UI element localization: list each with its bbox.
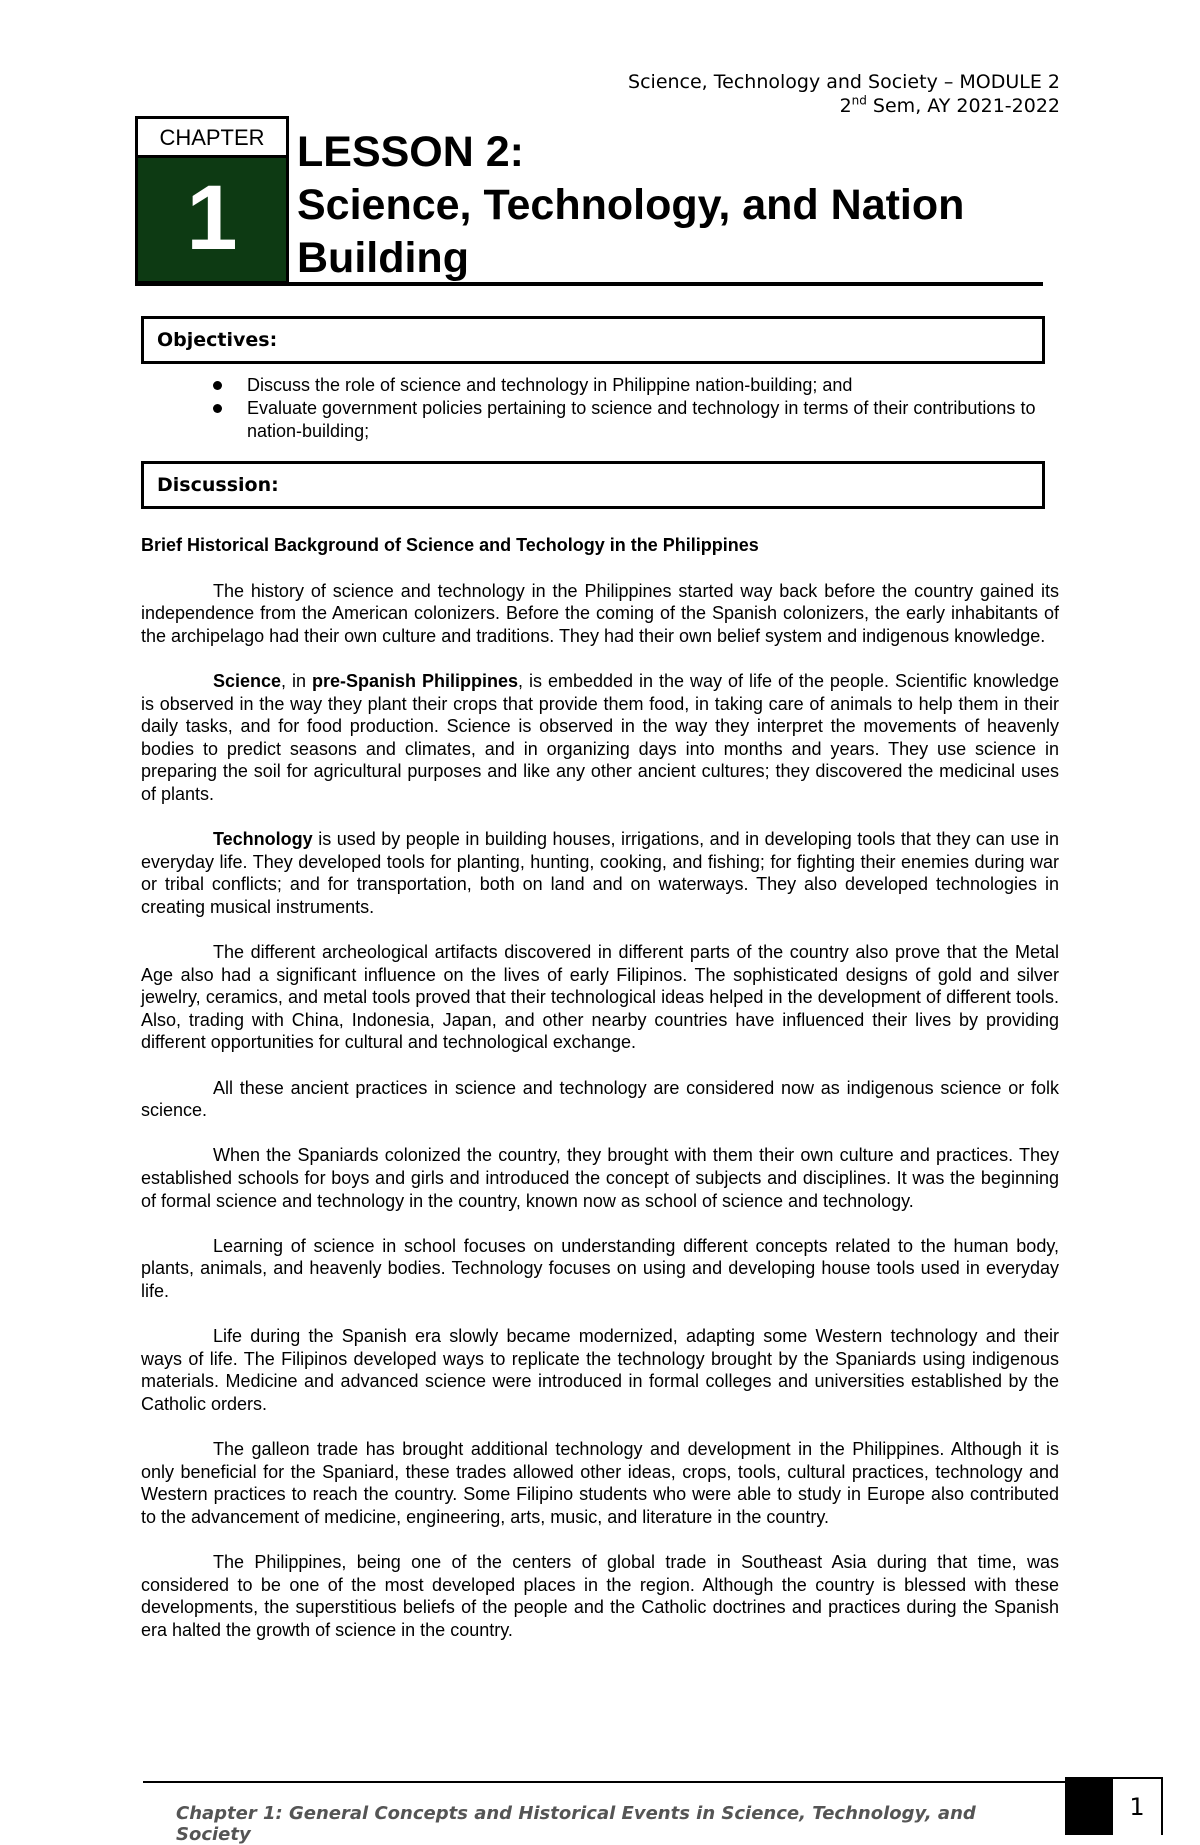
objective-item: Evaluate government policies pertaining to science and technology in terms of their contributions to nation-building; <box>213 397 1053 443</box>
lesson-number: LESSON 2: <box>297 128 524 176</box>
term-pre-spanish: pre-Spanish Philippines <box>312 670 519 691</box>
lesson-title <box>297 126 1037 285</box>
objective-item: Discuss the role of science and technology in Philippine nation-building; and <box>213 374 1053 397</box>
semester-suffix: nd <box>851 93 867 108</box>
paragraph: The history of science and technology in the Philippines started way back before the country gained its independence from the American colonizers. Before the coming of the Spanish colonizers, the early inhabitants of the archipelago had their own culture and traditions. They had their own belief system and indigenous knowledge. <box>141 580 1059 646</box>
chapter-label: CHAPTER <box>138 119 286 158</box>
semester-rest: Sem, AY 2021-2022 <box>866 95 1060 117</box>
paragraph-text: is used by people in building houses, irrigations, and in developing tools that they can use in everyday life. They developed tools for planting, hunting, cooking, and fishing; for fighting their enemies during war or tribal conflicts; and for transportation, both on land and on waterways. They also developed technologies in creating musical instruments. <box>141 829 1059 917</box>
discussion-content <box>141 534 1059 1664</box>
paragraph-text: , in <box>281 670 313 691</box>
page-number-box <box>1065 1777 1163 1835</box>
lesson-name: Science, Technology, and Nation Building <box>297 181 965 282</box>
paragraph: All these ancient practices in science and technology are considered now as indigenous science or folk science. <box>141 1077 1059 1121</box>
chapter-number: 1 <box>186 167 238 269</box>
discussion-heading-box <box>141 461 1045 509</box>
semester-number: 2 <box>839 95 852 117</box>
paragraph: The galleon trade has brought additional technology and development in the Philippines. Although it is only beneficial for the Spaniard, these trades allowed other ideas, crops, tools, cultural practices, technology and Western practices to reach the country. Some Filipino students who were able to study in Europe also contributed to the advancement of medicine, engineering, arts, music, and literature in the country. <box>141 1439 1059 1527</box>
page-number: 1 <box>1113 1779 1161 1835</box>
document-header <box>628 70 1060 118</box>
footer-divider <box>143 1781 1065 1783</box>
paragraph: Learning of science in school focuses on understanding different concepts related to the human body, plants, animals, and heavenly bodies. Technology focuses on using and developing house tools used in everyday life. <box>141 1235 1059 1301</box>
paragraph: The Philippines, being one of the centers of global trade in Southeast Asia during that time, was considered to be one of the most developed places in the region. Although the country is blessed with these developments, the superstitious beliefs of the people and the Catholic doctrines and practices during the Spanish era halted the growth of science in the country. <box>141 1552 1059 1640</box>
objectives-heading: Objectives: <box>157 329 278 351</box>
paragraph-text: , is embedded in the way of life of the people. Scientific knowledge is observed in the way they plant their crops that provide them food, in taking care of animals to help them in their daily tasks, and for food production. Science is observed in the way they interpret the movements of heavenly bodies to predict seasons and climates, and in organizing days into months and years. They use science in preparing the soil for agricultural purposes and like any other ancient cultures; they discovered the medicinal uses of plants. <box>141 670 1060 804</box>
semester-line <box>628 94 1060 118</box>
section-subheading: Brief Historical Background of Science and Techology in the Philippines <box>141 535 759 555</box>
chapter-badge <box>135 116 289 284</box>
course-title: Science, Technology and Society – MODULE 2 <box>628 71 1060 93</box>
paragraph: When the Spaniards colonized the country, they brought with them their own culture and practices. They established schools for boys and girls and introduced the concept of subjects and disciplines. It was the beginning of formal science and technology in the country, known now as school of science and technology. <box>141 1145 1059 1211</box>
paragraph <box>141 670 1059 806</box>
paragraph: Life during the Spanish era slowly became modernized, adapting some Western technology and their ways of life. The Filipinos developed ways to replicate the technology brought by the Spaniards using indigenous materials. Medicine and advanced science were introduced in formal colleges and universities established by the Catholic orders. <box>141 1326 1059 1414</box>
objectives-heading-box <box>141 316 1045 364</box>
paragraph <box>141 828 1059 918</box>
footer-text: Chapter 1: General Concepts and Historical Events in Science, Technology, and Society <box>176 1803 976 1845</box>
objectives-list <box>213 374 1053 443</box>
title-divider <box>135 282 1043 286</box>
term-technology: Technology <box>213 829 313 850</box>
paragraph: The different archeological artifacts discovered in different parts of the country also prove that the Metal Age also had a significant influence on the lives of early Filipinos. The sophisticated designs of gold and silver jewelry, ceramics, and metal tools proved that their technological ideas helped in the development of different tools. Also, trading with China, Indonesia, Japan, and other nearby countries have influenced their lives by providing different opportunities for cultural and technological exchange. <box>141 942 1059 1053</box>
term-science: Science <box>213 670 282 691</box>
discussion-heading: Discussion: <box>157 474 279 496</box>
